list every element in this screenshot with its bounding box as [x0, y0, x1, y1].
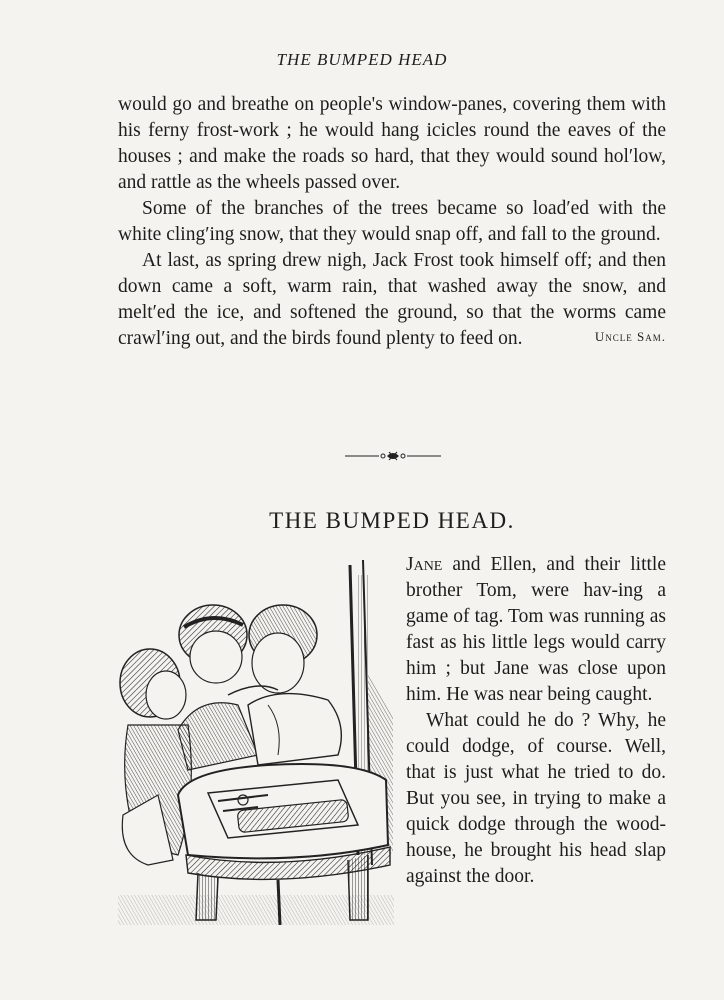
- drop-word: Jane: [406, 554, 443, 575]
- paragraph-text: and Ellen, and their little brother Tom, were hav-ing a game of tag. Tom was running as fast as his little legs would carry him ; but Jane was close upon him. He was near being caught.: [406, 554, 666, 705]
- paragraph: would go and breathe on people's window-panes, covering them with his ferny frost-work ; he would hang icicles round the eaves of the houses ; and make the roads so hard, that they would sound hol′low, and rattle as the wheels passed over.: [118, 94, 666, 193]
- paragraph: Some of the branches of the trees became so load′ed with the white cling′ing snow, that they would snap off, and fall to the ground.: [118, 198, 666, 245]
- running-head: THE BUMPED HEAD: [276, 50, 448, 69]
- paragraph: [118, 248, 666, 352]
- story-text: [406, 552, 666, 890]
- paragraph: What could he do ? Why, he could dodge, of course. Well, that is just what he tried to do. But you see, in trying to make a quick dodge through the wood-house, he brought his head slap against the door.: [406, 710, 666, 887]
- story-title: THE BUMPED HEAD.: [269, 508, 515, 533]
- children-illustration: [118, 555, 394, 925]
- author-signature: Uncle Sam.: [594, 329, 666, 344]
- paragraph-text: At last, as spring drew nigh, Jack Frost took himself off; and then down came a soft, warm rain, that washed away the snow, and melt′ed the ice, and softened the ground, so that the worms came crawl′ing out, and the birds found plenty to feed on.: [118, 250, 666, 349]
- paragraph: [406, 552, 666, 708]
- section-ornament: [345, 449, 441, 463]
- previous-story-text: [118, 92, 666, 352]
